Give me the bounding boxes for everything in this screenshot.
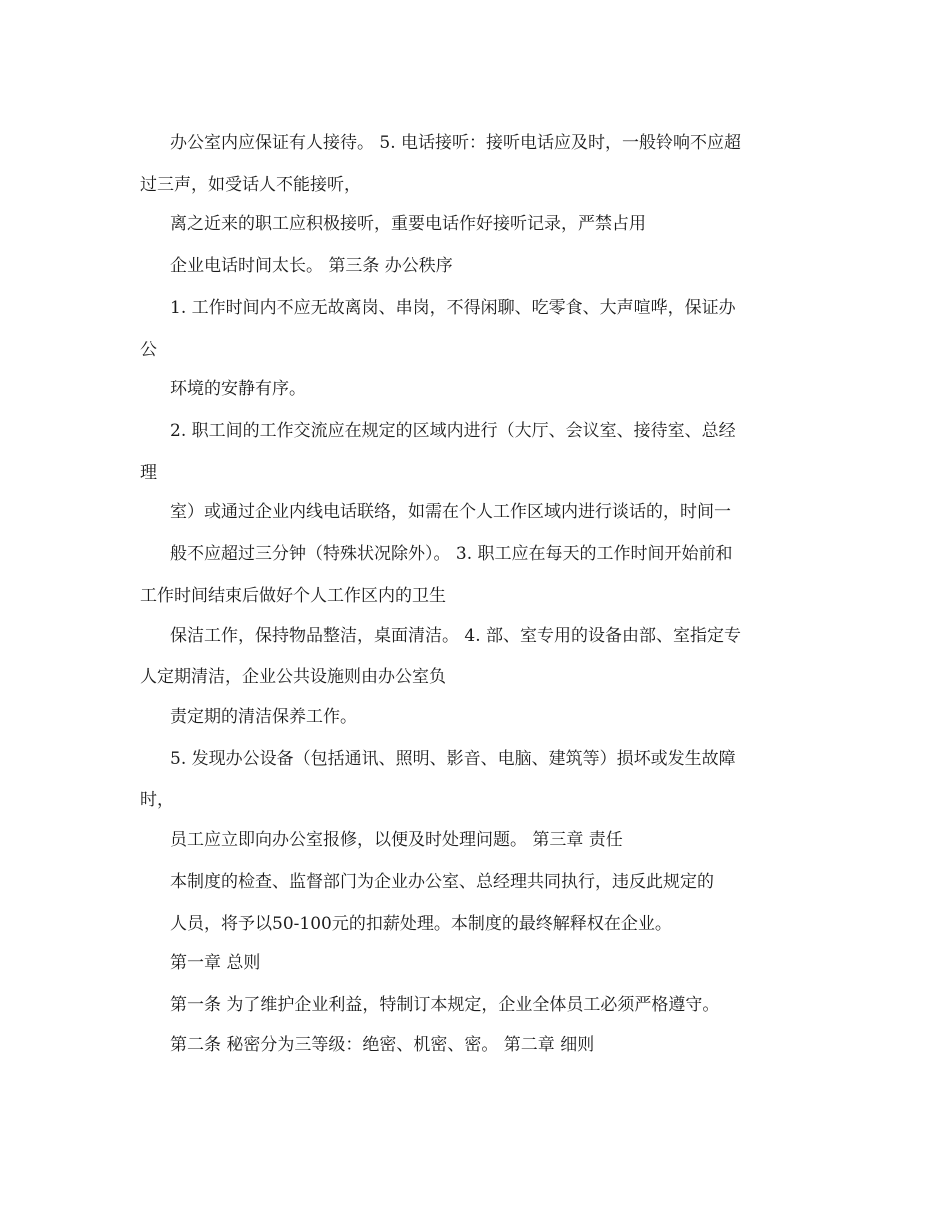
- text-line: 办公室内应保证有人接待。 5. 电话接听：接听电话应及时，一般铃响不应超: [170, 133, 742, 153]
- text-line: 公: [140, 340, 157, 360]
- text-line: 第一条 为了维护企业利益，特制订本规定，企业全体员工必须严格遵守。: [170, 995, 720, 1015]
- text-line: 工作时间结束后做好个人工作区内的卫生: [140, 586, 446, 606]
- text-line: 人员，将予以50-100元的扣薪处理。本制度的最终解释权在企业。: [170, 914, 672, 934]
- text-line: 2. 职工间的工作交流应在规定的区域内进行（大厅、会议室、接待室、总经: [170, 421, 736, 441]
- text-line: 理: [140, 463, 157, 483]
- text-line: 企业电话时间太长。 第三条 办公秩序: [170, 256, 453, 276]
- text-line: 般不应超过三分钟（特殊状况除外）。 3. 职工应在每天的工作时间开始前和: [170, 544, 733, 564]
- text-line: 过三声，如受话人不能接听，: [140, 175, 361, 195]
- text-line: 5. 发现办公设备（包括通讯、照明、影音、电脑、建筑等）损坏或发生故障: [170, 749, 736, 769]
- text-line: 第二条 秘密分为三等级：绝密、机密、密。 第二章 细则: [170, 1035, 595, 1055]
- text-line: 环境的安静有序。: [170, 379, 306, 399]
- text-line: 室）或通过企业内线电话联络，如需在个人工作区域内进行谈话的，时间一: [170, 502, 731, 522]
- text-line: 人定期清洁，企业公共设施则由办公室负: [140, 667, 446, 687]
- text-line: 保洁工作，保持物品整洁，桌面清洁。 4. 部、室专用的设备由部、室指定专: [170, 626, 742, 646]
- text-line: 离之近来的职工应积极接听，重要电话作好接听记录，严禁占用: [170, 214, 646, 234]
- text-line: 本制度的检查、监督部门为企业办公室、总经理共同执行，违反此规定的: [170, 872, 714, 892]
- text-line: 第一章 总则: [170, 953, 261, 973]
- text-line: 责定期的清洁保养工作。: [170, 707, 357, 727]
- text-line: 1. 工作时间内不应无故离岗、串岗，不得闲聊、吃零食、大声喧哗，保证办: [170, 298, 736, 318]
- text-line: 时，: [140, 790, 174, 810]
- text-line: 员工应立即向办公室报修，以便及时处理问题。 第三章 责任: [170, 830, 623, 850]
